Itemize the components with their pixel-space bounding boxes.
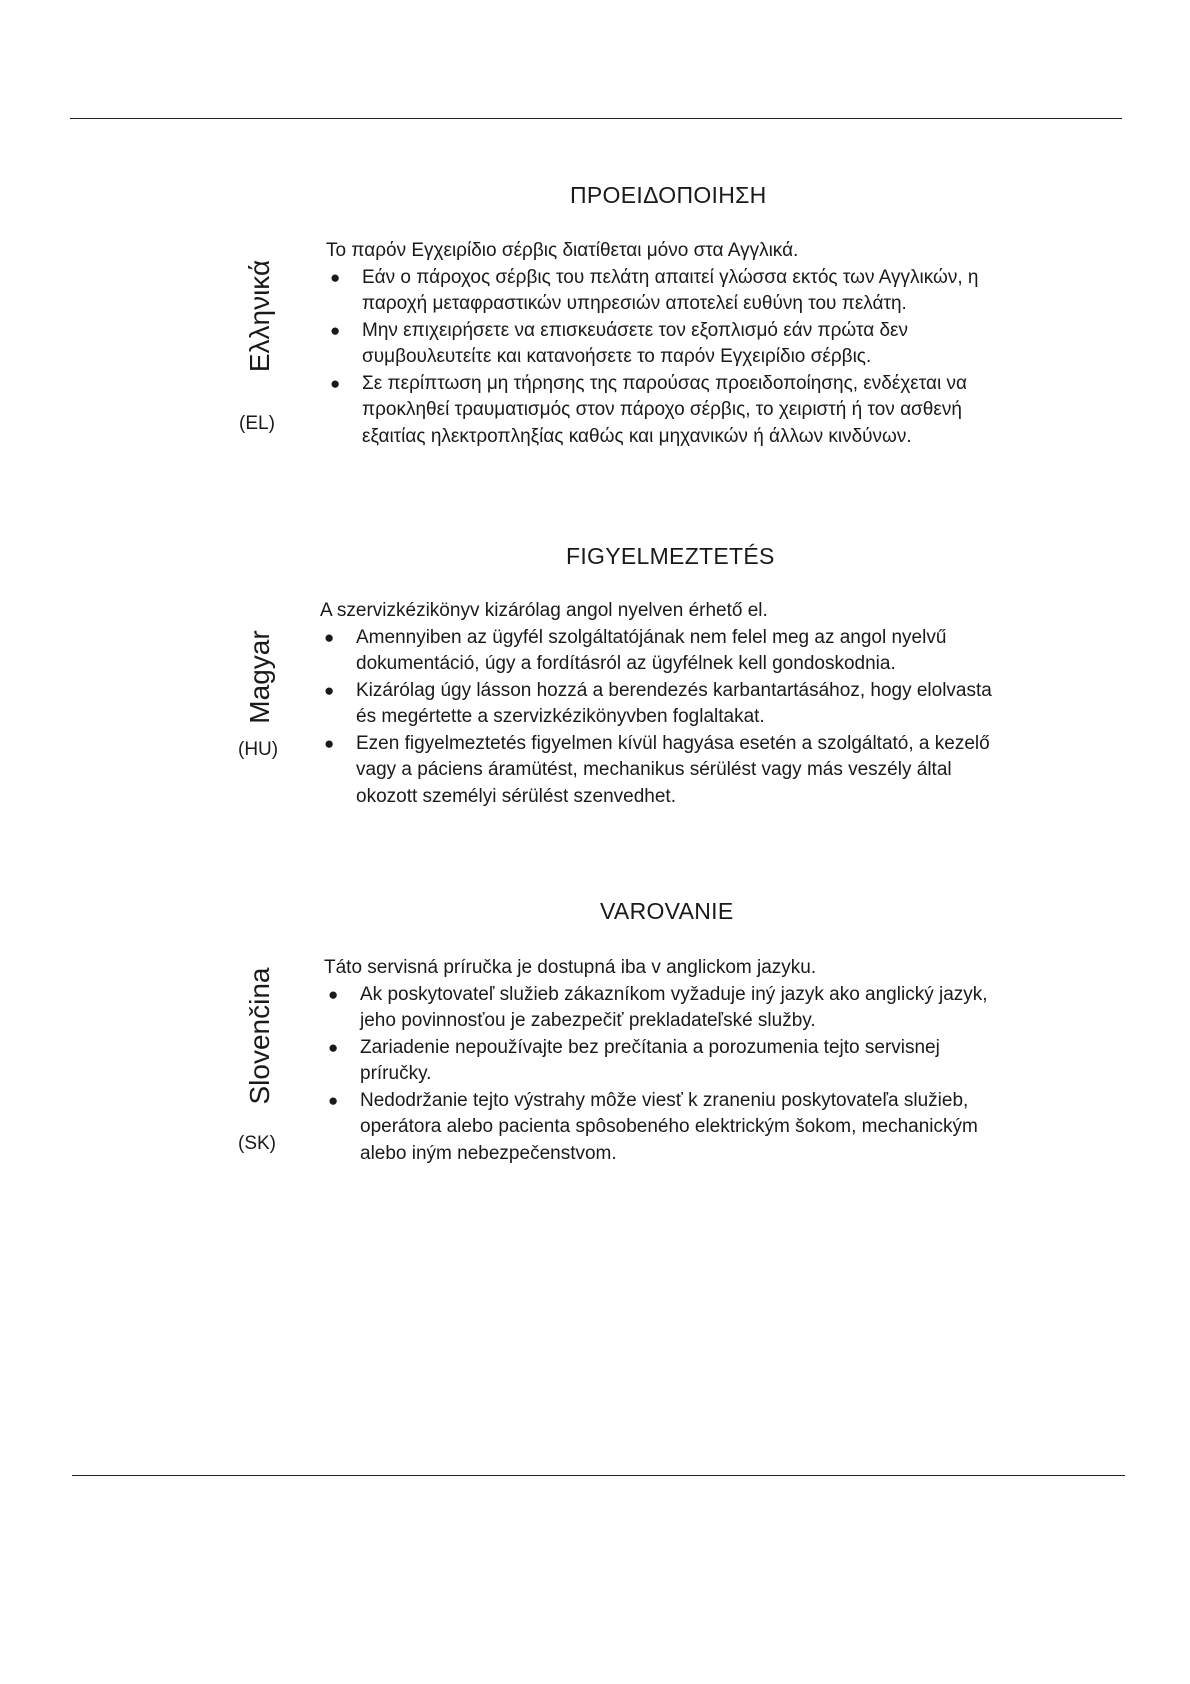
language-label: Ελληνικά <box>244 259 275 373</box>
bullet-icon: ● <box>330 320 341 340</box>
section-heading: ΠΡΟΕΙΔΟΠΟΙΗΣΗ <box>570 182 767 208</box>
bullet-line: operátora alebo pacienta spôsobeného elektrickým šokom, mechanickým <box>360 1116 978 1137</box>
intro-text: A szervizkézikönyv kizárólag angol nyelven érhető el. <box>320 600 768 621</box>
bullet-icon: ● <box>330 373 341 393</box>
language-code: (SK) <box>238 1133 276 1154</box>
section-body <box>320 598 1050 810</box>
bullet-icon: ● <box>328 1090 339 1110</box>
section-body <box>324 955 1064 1167</box>
list-item <box>324 982 1064 1035</box>
language-code: (EL) <box>239 413 275 434</box>
bullet-list <box>326 265 1046 451</box>
section-heading: FIGYELMEZTETÉS <box>566 543 775 569</box>
bullet-icon: ● <box>330 267 341 287</box>
bottom-rule <box>72 1475 1125 1476</box>
bullet-line: Kizárólag úgy lásson hozzá a berendezés karbantartásához, hogy elolvasta <box>356 679 992 701</box>
bullet-icon: ● <box>324 627 335 647</box>
bullet-line: Σε περίπτωση μη τήρησης της παρούσας προειδοποίησης, ενδέχεται να <box>362 372 967 394</box>
section-heading: VAROVANIE <box>600 898 734 924</box>
bullet-line: alebo iným nebezpečenstvom. <box>360 1142 617 1164</box>
bullet-icon: ● <box>324 680 335 700</box>
bullet-line: príručky. <box>360 1063 432 1084</box>
language-label: Magyar <box>244 630 275 724</box>
list-item <box>320 625 1050 678</box>
bullet-line: Nedodržanie tejto výstrahy môže viesť k zraneniu poskytovateľa služieb, <box>360 1089 969 1111</box>
bullet-line: Zariadenie nepoužívajte bez prečítania a porozumenia tejto servisnej <box>360 1036 940 1058</box>
bullet-line: εξαιτίας ηλεκτροπληξίας καθώς και μηχανικών ή άλλων κινδύνων. <box>362 425 912 447</box>
intro-text: Táto servisná príručka je dostupná iba v anglickom jazyku. <box>324 957 817 978</box>
bullet-icon: ● <box>324 733 335 753</box>
bullet-icon: ● <box>328 984 339 1004</box>
top-rule <box>70 118 1122 119</box>
list-item <box>320 731 1050 811</box>
bullet-list <box>320 625 1050 811</box>
bullet-line: συμβουλευτείτε και κατανοήσετε το παρόν Εγχειρίδιο σέρβις. <box>362 346 872 367</box>
bullet-line: Ezen figyelmeztetés figyelmen kívül hagyása esetén a szolgáltató, a kezelő <box>356 732 990 754</box>
intro-text: Το παρόν Εγχειρίδιο σέρβις διατίθεται μόνο στα Αγγλικά. <box>326 240 799 261</box>
bullet-line: Εάν ο πάροχος σέρβις του πελάτη απαιτεί γλώσσα εκτός των Αγγλικών, η <box>362 266 979 288</box>
bullet-line: προκληθεί τραυματισμός στον πάροχο σέρβις, το χειριστή ή τον ασθενή <box>362 399 962 420</box>
bullet-line: és megértette a szervizkézikönyvben foglaltakat. <box>356 706 765 727</box>
bullet-line: dokumentáció, úgy a fordításról az ügyfélnek kell gondoskodnia. <box>356 653 896 674</box>
bullet-line: Μην επιχειρήσετε να επισκευάσετε τον εξοπλισμό εάν πρώτα δεν <box>362 319 909 341</box>
list-item <box>324 1088 1064 1168</box>
language-label: Slovenčina <box>244 967 275 1105</box>
language-code: (HU) <box>238 739 279 760</box>
list-item <box>326 318 1046 371</box>
bullet-line: okozott személyi sérülést szenvedhet. <box>356 785 676 807</box>
list-item <box>326 371 1046 451</box>
bullet-line: Amennyiben az ügyfél szolgáltatójának nem felel meg az angol nyelvű <box>356 626 947 648</box>
list-item <box>320 678 1050 731</box>
bullet-list <box>324 982 1064 1168</box>
bullet-icon: ● <box>328 1037 339 1057</box>
list-item <box>324 1035 1064 1088</box>
bullet-line: Ak poskytovateľ služieb zákazníkom vyžaduje iný jazyk ako anglický jazyk, <box>360 983 988 1005</box>
bullet-line: vagy a páciens áramütést, mechanikus sérülést vagy más veszély által <box>356 759 952 780</box>
section-body <box>326 238 1046 450</box>
bullet-line: jeho povinnosťou je zabezpečiť prekladateľské služby. <box>360 1010 816 1031</box>
bullet-line: παροχή μεταφραστικών υπηρεσιών αποτελεί ευθύνη του πελάτη. <box>362 293 907 314</box>
list-item <box>326 265 1046 318</box>
